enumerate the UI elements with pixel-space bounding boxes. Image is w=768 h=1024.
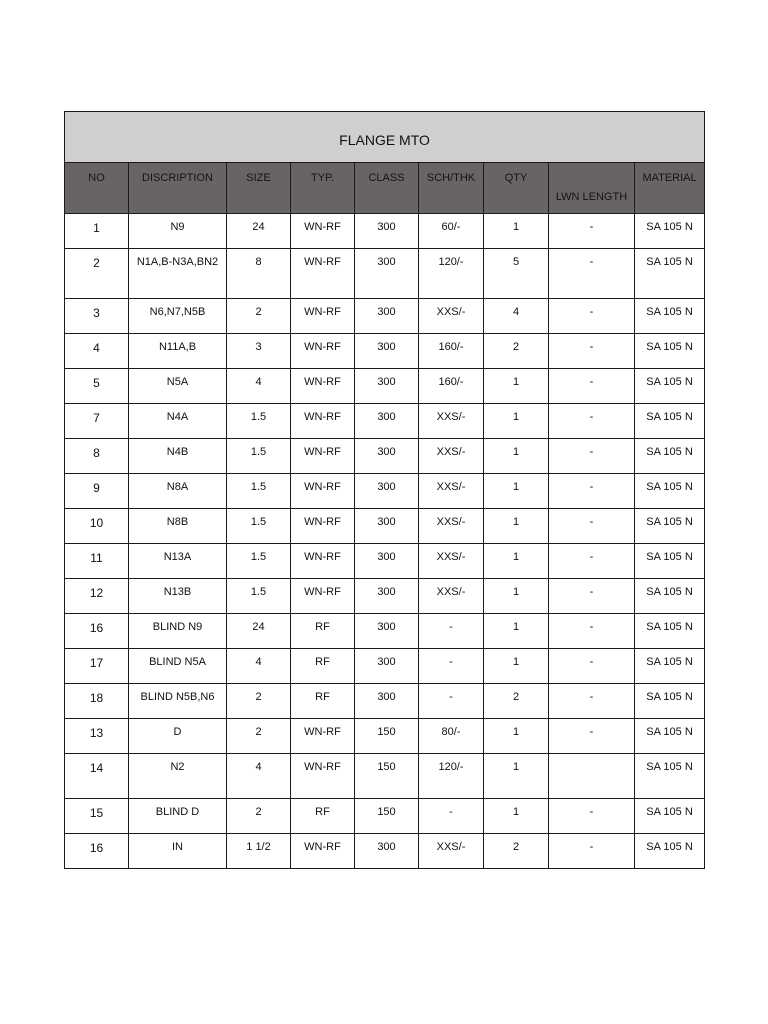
cell-lwn-length: - [549,509,635,544]
cell-type: WN-RF [291,249,355,299]
cell-qty: 1 [484,649,549,684]
cell-class: 150 [355,719,419,754]
cell-type: WN-RF [291,579,355,614]
cell-type: WN-RF [291,439,355,474]
cell-qty: 4 [484,299,549,334]
flange-mto-sheet [64,111,704,869]
cell-size: 24 [227,214,291,249]
cell-class: 300 [355,334,419,369]
cell-no: 3 [65,299,129,334]
cell-size: 3 [227,334,291,369]
cell-no: 18 [65,684,129,719]
cell-sch-thk: 120/- [419,249,484,299]
cell-sch-thk: XXS/- [419,299,484,334]
cell-no: 14 [65,754,129,799]
cell-sch-thk: XXS/- [419,834,484,869]
cell-description: N5A [129,369,227,404]
table-row [65,249,705,299]
cell-lwn-length: - [549,684,635,719]
cell-material: SA 105 N [635,799,705,834]
cell-no: 2 [65,249,129,299]
cell-material: SA 105 N [635,334,705,369]
table-row [65,754,705,799]
cell-size: 2 [227,719,291,754]
table-row [65,799,705,834]
cell-material: SA 105 N [635,579,705,614]
cell-lwn-length: - [549,334,635,369]
cell-sch-thk: - [419,614,484,649]
cell-no: 15 [65,799,129,834]
cell-qty: 1 [484,509,549,544]
cell-size: 1 1/2 [227,834,291,869]
cell-description: N11A,B [129,334,227,369]
cell-material: SA 105 N [635,404,705,439]
cell-no: 7 [65,404,129,439]
cell-qty: 2 [484,834,549,869]
header-size: SIZE [227,163,291,214]
cell-type: WN-RF [291,544,355,579]
cell-sch-thk: XXS/- [419,474,484,509]
cell-size: 1.5 [227,544,291,579]
cell-description: BLIND N5A [129,649,227,684]
cell-class: 300 [355,369,419,404]
table-title: FLANGE MTO [65,112,705,163]
cell-size: 2 [227,299,291,334]
cell-qty: 1 [484,754,549,799]
cell-no: 17 [65,649,129,684]
cell-no: 10 [65,509,129,544]
cell-type: RF [291,684,355,719]
cell-qty: 5 [484,249,549,299]
cell-class: 300 [355,579,419,614]
cell-material: SA 105 N [635,719,705,754]
cell-sch-thk: 80/- [419,719,484,754]
cell-description: IN [129,834,227,869]
cell-description: N2 [129,754,227,799]
cell-description: N13B [129,579,227,614]
table-row [65,834,705,869]
table-row [65,404,705,439]
cell-size: 1.5 [227,474,291,509]
table-row [65,299,705,334]
cell-class: 300 [355,614,419,649]
cell-no: 12 [65,579,129,614]
cell-no: 8 [65,439,129,474]
cell-lwn-length: - [549,719,635,754]
table-row [65,214,705,249]
cell-lwn-length: - [549,439,635,474]
cell-sch-thk: - [419,649,484,684]
cell-material: SA 105 N [635,684,705,719]
cell-size: 8 [227,249,291,299]
cell-type: WN-RF [291,834,355,869]
cell-size: 1.5 [227,509,291,544]
cell-class: 300 [355,214,419,249]
cell-material: SA 105 N [635,214,705,249]
table-row [65,439,705,474]
cell-description: N8B [129,509,227,544]
cell-description: BLIND N9 [129,614,227,649]
header-type: TYP. [291,163,355,214]
cell-class: 300 [355,474,419,509]
header-qty: QTY [484,163,549,214]
cell-class: 300 [355,404,419,439]
cell-qty: 1 [484,474,549,509]
cell-material: SA 105 N [635,474,705,509]
cell-size: 1.5 [227,579,291,614]
cell-lwn-length: - [549,799,635,834]
cell-type: WN-RF [291,509,355,544]
cell-description: N8A [129,474,227,509]
cell-type: WN-RF [291,214,355,249]
cell-description: N6,N7,N5B [129,299,227,334]
cell-class: 300 [355,834,419,869]
cell-material: SA 105 N [635,834,705,869]
cell-material: SA 105 N [635,249,705,299]
cell-material: SA 105 N [635,614,705,649]
cell-class: 300 [355,684,419,719]
cell-no: 5 [65,369,129,404]
table-row [65,369,705,404]
cell-lwn-length: - [549,579,635,614]
header-class: CLASS [355,163,419,214]
cell-sch-thk: XXS/- [419,439,484,474]
header-no: NO [65,163,129,214]
cell-type: WN-RF [291,404,355,439]
cell-type: WN-RF [291,299,355,334]
cell-type: WN-RF [291,474,355,509]
table-row [65,614,705,649]
cell-sch-thk: XXS/- [419,404,484,439]
cell-lwn-length: - [549,404,635,439]
cell-sch-thk: 160/- [419,369,484,404]
cell-material: SA 105 N [635,509,705,544]
cell-no: 4 [65,334,129,369]
cell-lwn-length: - [549,649,635,684]
cell-class: 300 [355,299,419,334]
cell-lwn-length: - [549,299,635,334]
cell-description: N9 [129,214,227,249]
cell-no: 13 [65,719,129,754]
cell-sch-thk: 60/- [419,214,484,249]
cell-sch-thk: XXS/- [419,579,484,614]
cell-description: N1A,B-N3A,BN2 [129,249,227,299]
table-row [65,474,705,509]
cell-type: RF [291,799,355,834]
cell-size: 4 [227,369,291,404]
cell-material: SA 105 N [635,299,705,334]
cell-qty: 2 [484,334,549,369]
cell-type: WN-RF [291,719,355,754]
cell-description: N13A [129,544,227,579]
cell-material: SA 105 N [635,754,705,799]
cell-class: 300 [355,249,419,299]
cell-type: WN-RF [291,754,355,799]
cell-type: WN-RF [291,369,355,404]
cell-qty: 1 [484,214,549,249]
cell-class: 150 [355,754,419,799]
table-row [65,334,705,369]
cell-size: 1.5 [227,439,291,474]
cell-sch-thk: - [419,684,484,719]
cell-type: RF [291,649,355,684]
cell-description: N4B [129,439,227,474]
cell-qty: 1 [484,579,549,614]
cell-lwn-length: - [549,249,635,299]
cell-description: BLIND D [129,799,227,834]
cell-qty: 2 [484,684,549,719]
cell-qty: 1 [484,614,549,649]
cell-lwn-length: - [549,614,635,649]
table-row [65,649,705,684]
cell-class: 300 [355,544,419,579]
cell-sch-thk: XXS/- [419,509,484,544]
cell-qty: 1 [484,799,549,834]
cell-lwn-length [549,754,635,799]
header-sch-thk: SCH/THK [419,163,484,214]
table-row [65,544,705,579]
cell-no: 11 [65,544,129,579]
cell-size: 2 [227,684,291,719]
table-body [65,214,705,869]
cell-qty: 1 [484,404,549,439]
cell-no: 16 [65,834,129,869]
cell-sch-thk: XXS/- [419,544,484,579]
table-row [65,579,705,614]
cell-material: SA 105 N [635,544,705,579]
cell-sch-thk: 120/- [419,754,484,799]
flange-mto-table [64,111,705,869]
cell-type: RF [291,614,355,649]
cell-no: 16 [65,614,129,649]
header-row [65,163,705,214]
cell-qty: 1 [484,369,549,404]
cell-lwn-length: - [549,544,635,579]
cell-type: WN-RF [291,334,355,369]
header-description: DISCRIPTION [129,163,227,214]
cell-size: 1.5 [227,404,291,439]
cell-material: SA 105 N [635,649,705,684]
cell-description: N4A [129,404,227,439]
cell-lwn-length: - [549,214,635,249]
cell-sch-thk: - [419,799,484,834]
cell-no: 9 [65,474,129,509]
cell-description: BLIND N5B,N6 [129,684,227,719]
table-row [65,509,705,544]
table-row [65,684,705,719]
cell-size: 4 [227,754,291,799]
cell-qty: 1 [484,544,549,579]
cell-class: 300 [355,649,419,684]
cell-size: 2 [227,799,291,834]
cell-no: 1 [65,214,129,249]
cell-class: 300 [355,509,419,544]
cell-size: 24 [227,614,291,649]
cell-qty: 1 [484,439,549,474]
cell-material: SA 105 N [635,439,705,474]
cell-class: 300 [355,439,419,474]
cell-material: SA 105 N [635,369,705,404]
cell-qty: 1 [484,719,549,754]
header-lwn-length: LWN LENGTH [549,163,635,214]
cell-lwn-length: - [549,369,635,404]
header-material: MATERIAL [635,163,705,214]
cell-lwn-length: - [549,474,635,509]
cell-sch-thk: 160/- [419,334,484,369]
cell-lwn-length: - [549,834,635,869]
table-row [65,719,705,754]
cell-class: 150 [355,799,419,834]
cell-description: D [129,719,227,754]
cell-size: 4 [227,649,291,684]
